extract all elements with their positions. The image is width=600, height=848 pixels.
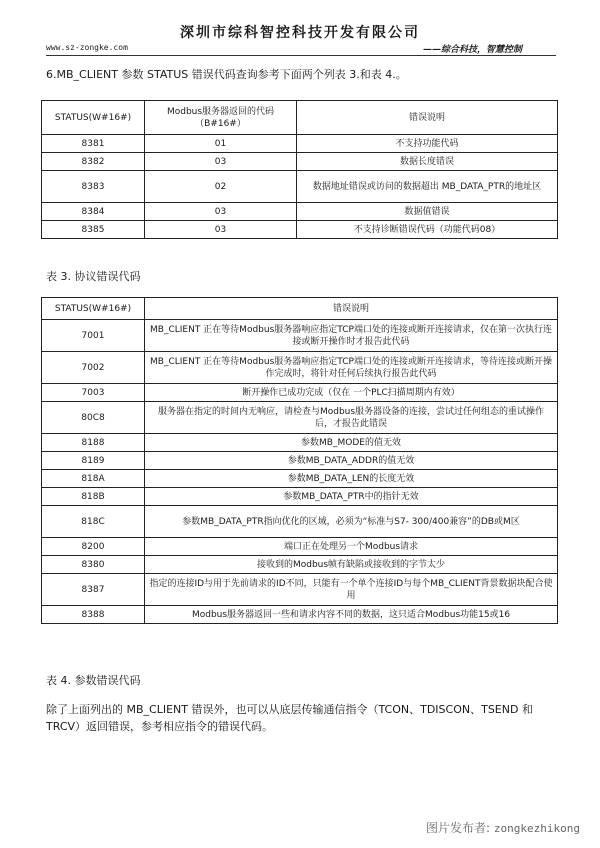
table-cell: 8384 xyxy=(42,203,145,221)
table-row xyxy=(42,556,558,574)
table-cell: 接收到的Modbus帧有缺陷或接收到的字节太少 xyxy=(145,556,558,574)
table-cell: 数据长度错误 xyxy=(297,153,558,171)
table-row xyxy=(42,452,558,470)
watermark-value: zongkezhikong xyxy=(493,822,580,835)
table-cell: 80C8 xyxy=(42,402,145,434)
table-cell: 8380 xyxy=(42,556,145,574)
table-cell: 01 xyxy=(145,135,297,153)
table4-caption: 表 4. 参数错误代码 xyxy=(46,674,141,687)
table-cell: 818C xyxy=(42,506,145,538)
watermark xyxy=(426,819,580,836)
table-cell: 8188 xyxy=(42,434,145,452)
table-row xyxy=(42,470,558,488)
parameter-error-table xyxy=(41,297,558,624)
table-cell: 7002 xyxy=(42,352,145,384)
table-cell: 8383 xyxy=(42,171,145,203)
table-cell: 参数MB_DATA_PTR指向优化的区域，必须为“标准与S7- 300/400兼容”的DB或M区 xyxy=(145,506,558,538)
table-cell: 指定的连接ID与用于先前请求的ID不同，只能有一个单个连接ID与每个MB_CLIENT背景数据块配合使用 xyxy=(145,574,558,606)
table-cell: 参数MB_DATA_PTR中的指针无效 xyxy=(145,488,558,506)
table-cell: 8388 xyxy=(42,606,145,624)
table-row xyxy=(42,506,558,538)
outro-text: 除了上面列出的 MB_CLIENT 错误外，也可以从底层传输通信指令（TCON、TDISCON、TSEND 和 TRCV）返回错误，参考相应指令的错误代码。 xyxy=(46,703,533,733)
table-cell: 8200 xyxy=(42,538,145,556)
table-cell: 8381 xyxy=(42,135,145,153)
table-cell: 参数MB_MODE的值无效 xyxy=(145,434,558,452)
table-row xyxy=(42,384,558,402)
table-cell: 断开操作已成功完成（仅在 一个PLC扫描周期内有效） xyxy=(145,384,558,402)
table3-caption: 表 3. 协议错误代码 xyxy=(46,270,141,283)
table-cell: 不支持功能代码 xyxy=(297,135,558,153)
table-header: 错误说明 xyxy=(297,101,558,135)
table-cell: 03 xyxy=(145,153,297,171)
table-header: 错误说明 xyxy=(145,298,558,320)
table-row xyxy=(42,402,558,434)
table-row xyxy=(42,538,558,556)
table-header: STATUS(W#16#) xyxy=(42,298,145,320)
table-cell: 数据地址错误或访问的数据超出 MB_DATA_PTR的地址区 xyxy=(297,171,558,203)
table-cell: 7003 xyxy=(42,384,145,402)
header-rule xyxy=(46,55,556,56)
table-row xyxy=(42,606,558,624)
table-row xyxy=(42,488,558,506)
table-row xyxy=(42,171,558,203)
table-cell: 03 xyxy=(145,221,297,239)
table-row xyxy=(42,352,558,384)
table-cell: 参数MB_DATA_LEN的长度无效 xyxy=(145,470,558,488)
table-row xyxy=(42,135,558,153)
intro-text: 6.MB_CLIENT 参数 STATUS 错误代码查询参考下面两个列表 3.和表 4.。 xyxy=(46,68,407,81)
table-cell: 818B xyxy=(42,488,145,506)
table-cell: 8189 xyxy=(42,452,145,470)
table-row xyxy=(42,203,558,221)
watermark-label: 图片发布者: xyxy=(426,821,491,835)
table-cell: 7001 xyxy=(42,320,145,352)
table-cell: MB_CLIENT 正在等待Modbus服务器响应指定TCP端口处的连接或断开连接请求，仅在第一次执行连接或断开操作时才报告此代码 xyxy=(145,320,558,352)
table-header: Modbus服务器返回的代码（B#16#） xyxy=(145,101,297,135)
slogan: ——综合科技，智慧控制 xyxy=(422,45,522,55)
website: www.sz-zongke.com xyxy=(46,43,128,52)
table-cell: 数据值错误 xyxy=(297,203,558,221)
table-cell: MB_CLIENT 正在等待Modbus服务器响应指定TCP端口处的连接或断开连接请求，等待连接或断开操作完成时，将针对任何后续执行报告此代码 xyxy=(145,352,558,384)
table-cell: 03 xyxy=(145,203,297,221)
table-cell: 端口正在处理另一个Modbus请求 xyxy=(145,538,558,556)
table-row xyxy=(42,153,558,171)
company-name: 深圳市综科智控科技开发有限公司 xyxy=(180,25,420,41)
table-cell: 服务器在指定的时间内无响应，请检查与Modbus服务器设备的连接，尝试过任何组态的重试操作后，才报告此错误 xyxy=(145,402,558,434)
table-cell: 8385 xyxy=(42,221,145,239)
table-row xyxy=(42,574,558,606)
table-row xyxy=(42,320,558,352)
table-row xyxy=(42,221,558,239)
table-cell: 818A xyxy=(42,470,145,488)
table-cell: 参数MB_DATA_ADDR的值无效 xyxy=(145,452,558,470)
protocol-error-table xyxy=(41,100,558,239)
table-cell: 不支持诊断错误代码（功能代码08） xyxy=(297,221,558,239)
table-header: STATUS(W#16#) xyxy=(42,101,145,135)
table-cell: 8382 xyxy=(42,153,145,171)
table-cell: 8387 xyxy=(42,574,145,606)
table-cell: 02 xyxy=(145,171,297,203)
table-row xyxy=(42,434,558,452)
table-cell: Modbus服务器返回一些和请求内容不同的数据，这只适合Modbus功能15或16 xyxy=(145,606,558,624)
